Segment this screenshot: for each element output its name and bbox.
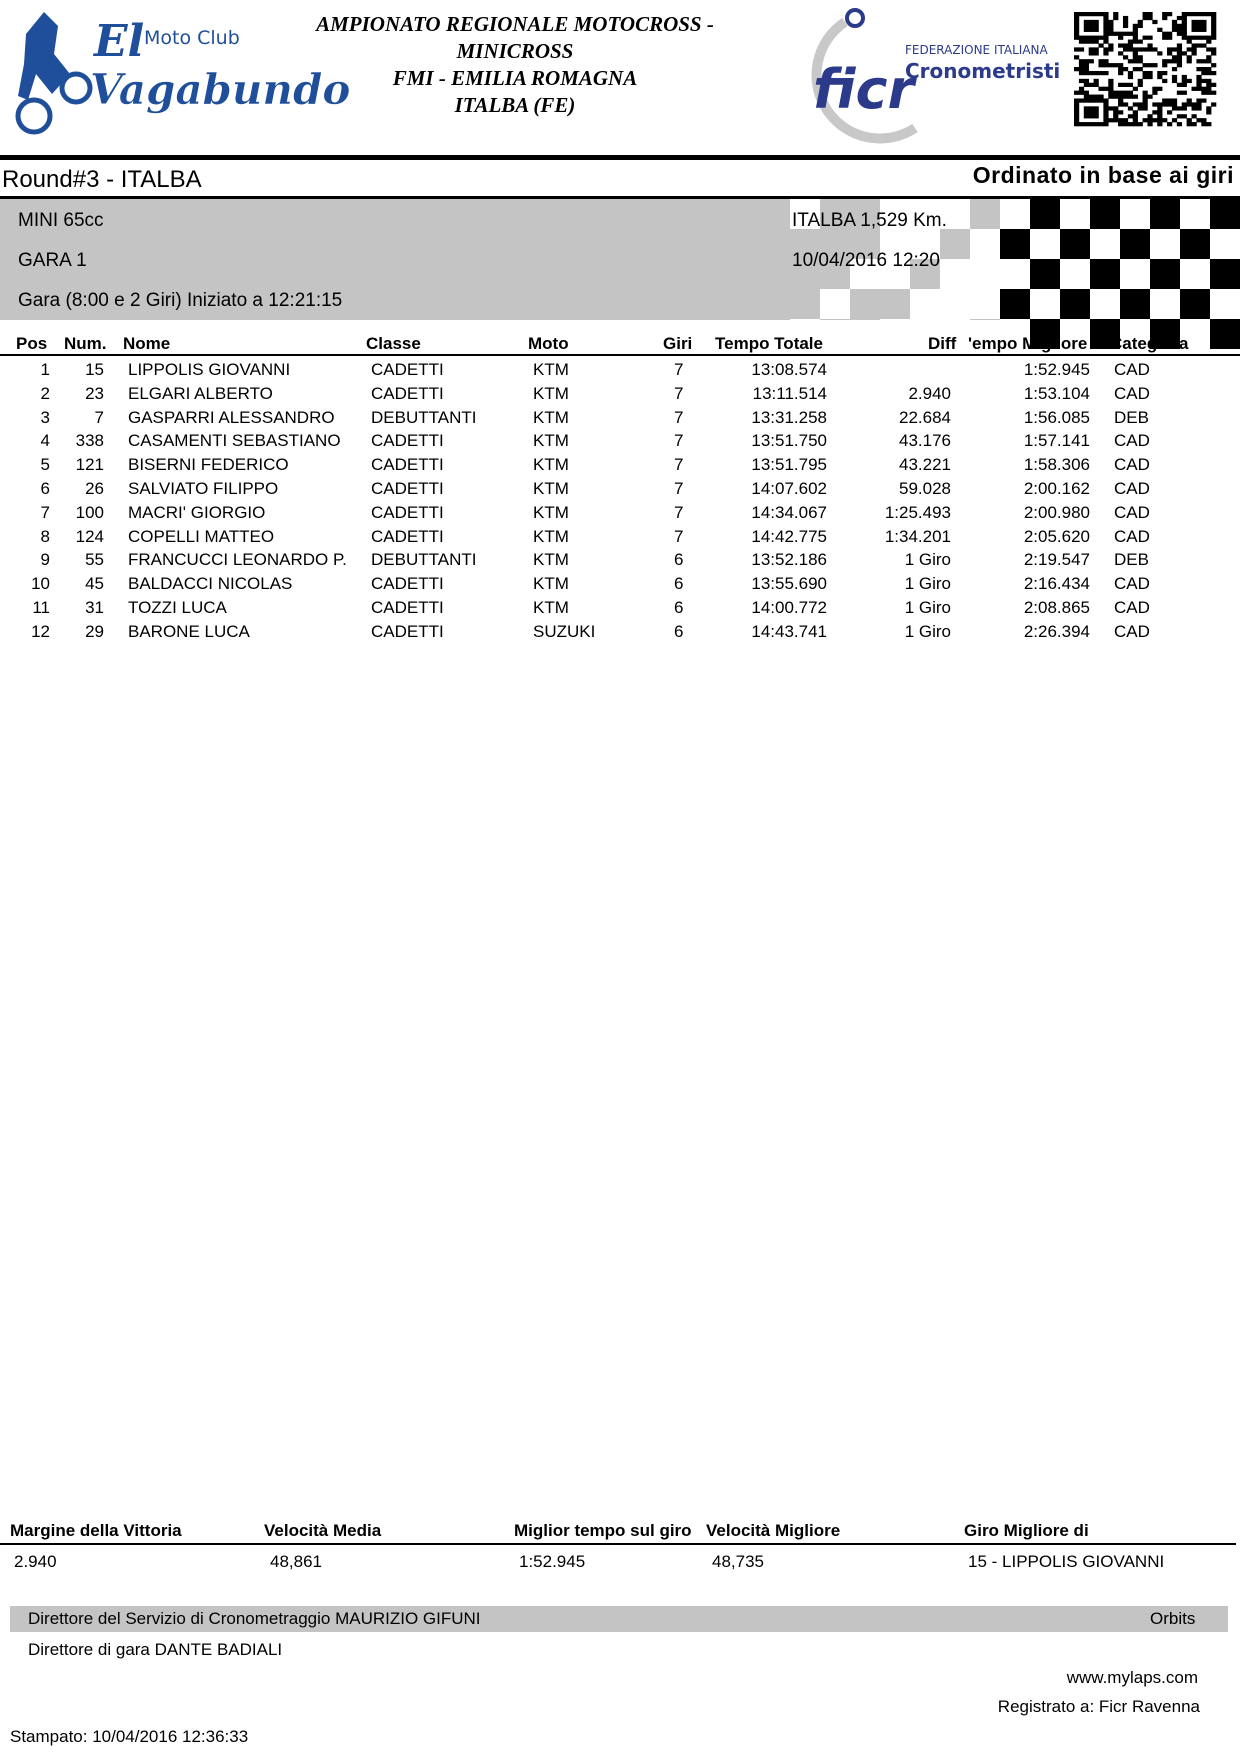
cell-pos: 4 [40,431,50,451]
cell-class: DEBUTTANTI [371,550,477,570]
cell-total-time: 13:51.750 [751,431,827,451]
round-title: Round#3 - ITALBA [2,166,202,193]
cell-pos: 10 [31,574,50,594]
cell-pos: 6 [40,479,50,498]
cell-laps: 7 [674,407,684,427]
cell-diff: 1 Giro [904,574,951,594]
cell-num: 7 [94,407,104,427]
col-header-diff: Diff [928,334,957,353]
cell-pos: 11 [32,598,50,617]
cell-name: COPELLI MATTEO [128,526,275,546]
cell-total-time: 14:00.772 [751,598,827,617]
cell-bike: KTM [533,526,569,546]
cell-bike: KTM [533,550,569,570]
cell-category: CAD [1114,621,1150,641]
cell-laps: 7 [674,479,684,498]
cell-pos: 7 [40,502,50,522]
cell-laps: 6 [674,550,684,570]
race-director: Direttore di gara DANTE BADIALI [28,1640,283,1659]
cell-total-time: 14:43.741 [751,621,827,641]
summary-best-lap-by: 15 - LIPPOLIS GIOVANNI [968,1552,1165,1571]
qr-code [1074,12,1216,126]
summary-header-margin: Margine della Vittoria [10,1521,182,1540]
cell-category: CAD [1114,479,1150,498]
svg-text:Moto Club: Moto Club [144,27,240,49]
cell-class: CADETTI [371,502,444,522]
cell-num: 23 [85,383,104,403]
cell-laps: 7 [674,360,684,379]
cell-total-time: 14:34.067 [751,502,827,522]
cell-class: CADETTI [371,431,444,451]
col-header-pos: Pos [16,334,48,353]
cell-best-time: 1:53.104 [1023,383,1090,403]
cell-best-time: 2:19.547 [1023,550,1090,570]
summary-header-avg-speed: Velocità Media [264,1521,382,1540]
cell-class: CADETTI [371,598,444,617]
cell-num: 15 [85,360,104,379]
cell-name: SALVIATO FILIPPO [128,479,279,498]
cell-class: DEBUTTANTI [371,407,477,427]
timing-director: Direttore del Servizio di Cronometraggio MAURIZIO GIFUNI [28,1609,481,1628]
cell-best-time: 1:52.945 [1023,360,1090,379]
cell-best-time: 2:16.434 [1023,574,1090,594]
cell-best-time: 2:08.865 [1023,598,1090,617]
cell-name: TOZZI LUCA [128,598,227,617]
cell-laps: 6 [674,598,684,617]
cell-total-time: 14:42.775 [751,526,827,546]
cell-name: BISERNI FEDERICO [128,455,289,475]
cell-bike: KTM [533,598,569,617]
cell-total-time: 14:07.602 [751,479,827,498]
cell-best-time: 1:58.306 [1023,455,1090,475]
cell-bike: KTM [533,431,569,451]
cell-pos: 9 [40,550,50,570]
cell-num: 45 [85,574,104,594]
summary-header-best-lap-by: Giro Migliore di [964,1521,1089,1540]
race-category: MINI 65cc [18,210,104,231]
cell-best-time: 1:56.085 [1023,407,1090,427]
cell-best-time: 1:57.141 [1023,431,1090,451]
cell-pos: 1 [40,360,50,379]
cell-diff: 43.176 [899,431,951,451]
cell-category: CAD [1114,526,1150,546]
printed-date: Stampato: 10/04/2016 12:36:33 [10,1727,249,1746]
cell-num: 31 [85,598,104,617]
header-rule [0,155,1240,160]
cell-num: 121 [75,455,104,475]
cell-bike: KTM [533,407,569,427]
summary-header-best-speed: Velocità Migliore [706,1521,841,1540]
cell-num: 338 [75,431,104,451]
cell-category: CAD [1114,574,1150,594]
cell-name: FRANCUCCI LEONARDO P. [128,550,347,570]
cell-best-time: 2:00.980 [1023,502,1090,522]
ficr-logo [805,4,1061,134]
col-header-total-time: Tempo Totale [715,334,823,353]
col-header-best-time: 'empo Migliore [968,334,1088,353]
race-name: GARA 1 [18,250,87,271]
cell-diff: 1 Giro [904,621,951,641]
cell-laps: 7 [674,502,684,522]
registered-to: Registrato a: Ficr Ravenna [997,1697,1200,1716]
cell-pos: 5 [40,455,50,475]
cell-diff: 1:25.493 [884,502,951,522]
cell-pos: 8 [40,526,50,546]
event-title-line-3: FMI - EMILIA ROMAGNA [392,66,638,90]
cell-pos: 2 [40,383,50,403]
cell-laps: 7 [674,383,684,403]
race-date: 10/04/2016 12:20 [792,250,940,271]
cell-category: CAD [1114,502,1150,522]
cell-class: CADETTI [371,479,444,498]
cell-category: CAD [1114,431,1150,451]
svg-text:El: El [94,16,145,67]
sort-label: Ordinato in base ai giri [972,162,1234,188]
cell-best-time: 2:05.620 [1023,526,1090,546]
cell-category: CAD [1114,598,1150,617]
event-title-line-1: AMPIONATO REGIONALE MOTOCROSS - [316,12,714,36]
cell-category: DEB [1114,550,1149,570]
cell-num: 100 [75,502,104,522]
summary-rule [0,1543,1236,1545]
cell-category: CAD [1114,455,1150,475]
svg-text:Cronometristi: Cronometristi [905,59,1061,83]
event-title-line-2: MINICROSS [456,39,574,63]
col-header-laps: Giri [663,334,693,353]
cell-class: CADETTI [371,383,444,403]
cell-diff: 1 Giro [904,550,951,570]
cell-bike: KTM [533,479,569,498]
col-header-num: Num. [64,334,107,353]
svg-text:Vagabundo: Vagabundo [90,65,351,114]
svg-text:ficr: ficr [813,58,915,121]
cell-bike: KTM [533,574,569,594]
cell-num: 124 [75,526,104,546]
cell-class: CADETTI [371,526,444,546]
cell-num: 29 [85,621,104,641]
cell-total-time: 13:51.795 [751,455,827,475]
cell-best-time: 2:00.162 [1023,479,1090,498]
cell-pos: 12 [31,621,50,641]
website: www.mylaps.com [1066,1668,1198,1687]
cell-laps: 6 [674,574,684,594]
cell-category: DEB [1114,407,1149,427]
cell-total-time: 13:11.514 [752,383,827,403]
cell-laps: 7 [674,431,684,451]
cell-total-time: 13:31.258 [751,407,827,427]
cell-total-time: 13:55.690 [751,574,827,594]
cell-category: CAD [1114,360,1150,379]
cell-diff: 2.940 [908,383,951,403]
cell-name: BARONE LUCA [128,621,250,641]
cell-best-time: 2:26.394 [1023,621,1090,641]
svg-text:FEDERAZIONE ITALIANA: FEDERAZIONE ITALIANA [905,43,1048,57]
cell-diff: 1 Giro [904,598,951,617]
track-info: ITALBA 1,529 Km. [792,210,947,231]
cell-name: MACRI' GIORGIO [128,502,266,522]
race-details: Gara (8:00 e 2 Giri) Iniziato a 12:21:15 [18,290,343,311]
cell-laps: 7 [674,455,684,475]
col-header-class: Classe [366,334,421,353]
cell-name: CASAMENTI SEBASTIANO [128,431,341,451]
summary-margin: 2.940 [14,1552,57,1571]
cell-num: 26 [85,479,104,498]
col-header-category: Categoria [1110,334,1189,353]
table-header-rule [0,354,1240,356]
cell-total-time: 13:08.574 [751,360,827,379]
cell-bike: KTM [533,360,569,379]
event-title-line-4: ITALBA (FE) [454,93,576,117]
col-header-bike: Moto [528,334,569,353]
cell-laps: 7 [674,526,684,546]
summary-best-speed: 48,735 [712,1552,764,1571]
col-header-name: Nome [123,334,171,353]
cell-bike: KTM [533,383,569,403]
cell-name: GASPARRI ALESSANDRO [128,407,335,427]
cell-bike: SUZUKI [533,621,596,641]
cell-class: CADETTI [371,574,444,594]
cell-class: CADETTI [371,621,444,641]
cell-laps: 6 [674,621,684,641]
summary-avg-speed: 48,861 [270,1552,322,1571]
summary-best-lap: 1:52.945 [519,1552,586,1571]
summary-header-best-lap: Miglior tempo sul giro [514,1521,692,1540]
cell-class: CADETTI [371,360,444,379]
cell-category: CAD [1114,383,1150,403]
cell-total-time: 13:52.186 [751,550,827,570]
cell-name: LIPPOLIS GIOVANNI [128,360,291,379]
cell-diff: 43.221 [899,455,951,475]
cell-diff: 22.684 [899,407,951,427]
cell-diff: 59.028 [899,479,951,498]
cell-class: CADETTI [371,455,444,475]
cell-bike: KTM [533,455,569,475]
cell-pos: 3 [40,407,50,427]
cell-num: 55 [85,550,104,570]
cell-name: ELGARI ALBERTO [128,383,273,403]
cell-diff: 1:34.201 [884,526,951,546]
club-logo [6,4,351,134]
cell-name: BALDACCI NICOLAS [128,574,293,594]
timing-system: Orbits [1150,1609,1196,1628]
cell-bike: KTM [533,502,569,522]
